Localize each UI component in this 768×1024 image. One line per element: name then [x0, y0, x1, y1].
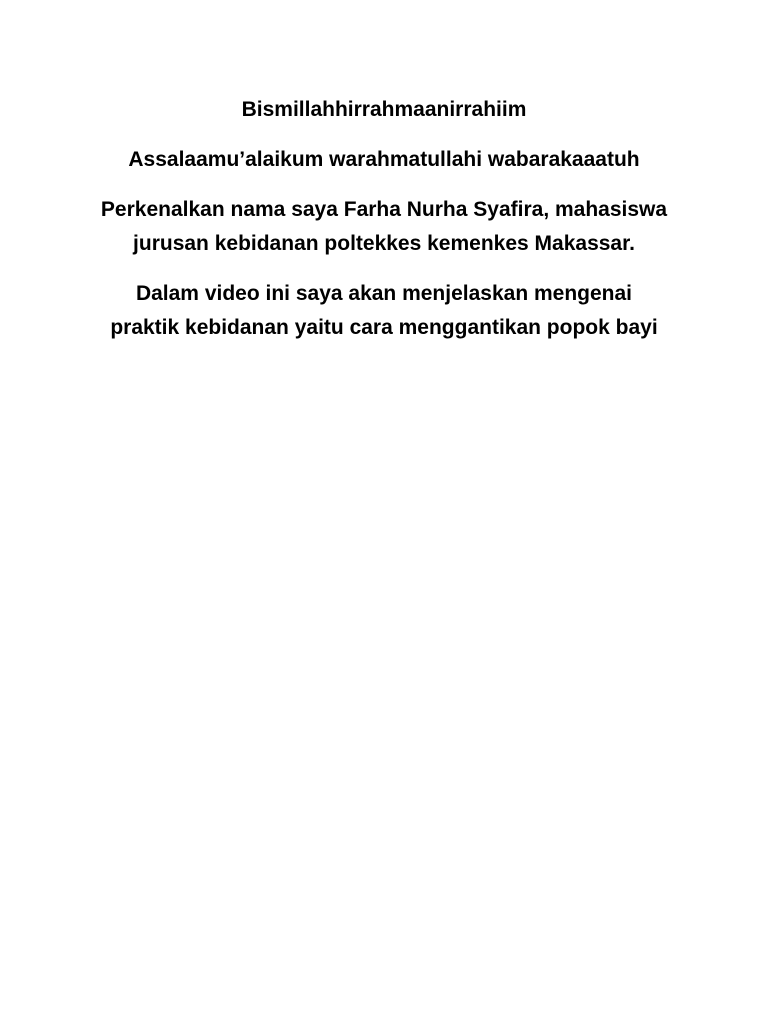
- paragraph-line: Bismillahhirrahmaanirrahiim: [241, 98, 527, 121]
- paragraph-greeting: [84, 143, 684, 177]
- paragraph-line: praktik kebidanan yaitu cara menggantikan popok bayi: [110, 316, 658, 339]
- paragraph-topic: [84, 277, 684, 345]
- paragraph-basmalah: [84, 93, 684, 127]
- paragraph-introduction: [84, 193, 684, 261]
- paragraph-line: Dalam video ini saya akan menjelaskan mengenai: [135, 282, 633, 305]
- paragraph-line: Assalaamu’alaikum warahmatullahi wabarakaaatuh: [128, 148, 640, 171]
- document-body: [84, 93, 684, 361]
- paragraph-line: jurusan kebidanan poltekkes kemenkes Makassar.: [133, 232, 635, 255]
- paragraph-line: Perkenalkan nama saya Farha Nurha Syafira, mahasiswa: [100, 198, 668, 221]
